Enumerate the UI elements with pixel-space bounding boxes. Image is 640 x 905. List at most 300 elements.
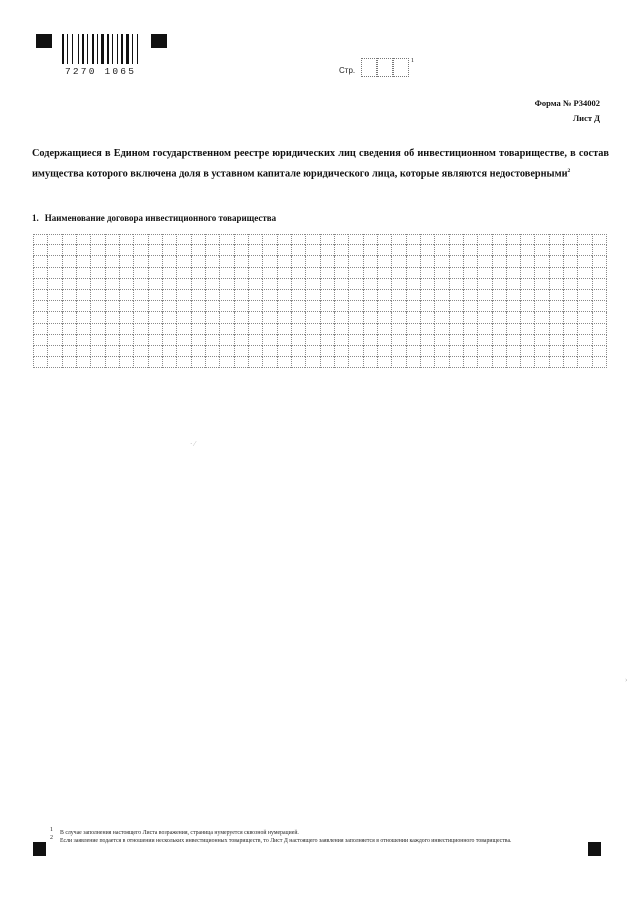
grid-cell[interactable] — [334, 335, 348, 346]
grid-cell[interactable] — [47, 279, 61, 290]
grid-cell[interactable] — [434, 268, 448, 279]
grid-cell[interactable] — [334, 279, 348, 290]
grid-cell[interactable] — [76, 335, 90, 346]
grid-cell[interactable] — [47, 346, 61, 357]
grid-cell[interactable] — [449, 346, 463, 357]
grid-cell[interactable] — [434, 301, 448, 312]
grid-cell[interactable] — [534, 346, 548, 357]
grid-cell[interactable] — [391, 335, 405, 346]
grid-cell[interactable] — [105, 301, 119, 312]
grid-cell[interactable] — [191, 357, 205, 368]
grid-cell[interactable] — [320, 279, 334, 290]
grid-cell[interactable] — [162, 234, 176, 245]
grid-cell[interactable] — [348, 357, 362, 368]
grid-cell[interactable] — [33, 312, 47, 323]
grid-cell[interactable] — [506, 301, 520, 312]
grid-cell[interactable] — [563, 234, 577, 245]
grid-cell[interactable] — [291, 312, 305, 323]
grid-cell[interactable] — [377, 268, 391, 279]
grid-cell[interactable] — [162, 335, 176, 346]
grid-cell[interactable] — [348, 346, 362, 357]
grid-cell[interactable] — [463, 312, 477, 323]
grid-cell[interactable] — [277, 256, 291, 267]
grid-cell[interactable] — [391, 290, 405, 301]
grid-cell[interactable] — [492, 335, 506, 346]
grid-cell[interactable] — [76, 357, 90, 368]
grid-cell[interactable] — [305, 335, 319, 346]
grid-cell[interactable] — [377, 245, 391, 256]
grid-cell[interactable] — [176, 234, 190, 245]
grid-cell[interactable] — [148, 301, 162, 312]
grid-cell[interactable] — [191, 346, 205, 357]
contract-name-input-grid[interactable] — [33, 234, 607, 369]
grid-cell[interactable] — [262, 346, 276, 357]
grid-cell[interactable] — [219, 290, 233, 301]
grid-cell[interactable] — [234, 290, 248, 301]
grid-cell[interactable] — [406, 290, 420, 301]
grid-cell[interactable] — [592, 335, 607, 346]
grid-cell[interactable] — [148, 245, 162, 256]
grid-cell[interactable] — [305, 357, 319, 368]
grid-cell[interactable] — [119, 245, 133, 256]
grid-cell[interactable] — [363, 335, 377, 346]
grid-cell[interactable] — [463, 301, 477, 312]
grid-cell[interactable] — [592, 290, 607, 301]
grid-cell[interactable] — [520, 245, 534, 256]
grid-cell[interactable] — [506, 357, 520, 368]
grid-cell[interactable] — [492, 346, 506, 357]
grid-cell[interactable] — [205, 357, 219, 368]
grid-cell[interactable] — [119, 324, 133, 335]
grid-cell[interactable] — [363, 346, 377, 357]
grid-cell[interactable] — [363, 357, 377, 368]
grid-cell[interactable] — [506, 290, 520, 301]
grid-cell[interactable] — [520, 268, 534, 279]
grid-cell[interactable] — [248, 290, 262, 301]
grid-cell[interactable] — [105, 357, 119, 368]
grid-cell[interactable] — [162, 290, 176, 301]
grid-cell[interactable] — [262, 279, 276, 290]
grid-cell[interactable] — [291, 357, 305, 368]
grid-cell[interactable] — [549, 290, 563, 301]
grid-cell[interactable] — [420, 256, 434, 267]
grid-cell[interactable] — [463, 324, 477, 335]
grid-cell[interactable] — [133, 256, 147, 267]
grid-cell[interactable] — [520, 256, 534, 267]
grid-cell[interactable] — [162, 357, 176, 368]
grid-cell[interactable] — [62, 301, 76, 312]
grid-cell[interactable] — [119, 256, 133, 267]
grid-cell[interactable] — [534, 279, 548, 290]
grid-cell[interactable] — [406, 301, 420, 312]
grid-cell[interactable] — [534, 335, 548, 346]
grid-cell[interactable] — [291, 346, 305, 357]
grid-cell[interactable] — [363, 268, 377, 279]
grid-cell[interactable] — [592, 324, 607, 335]
grid-cell[interactable] — [291, 234, 305, 245]
grid-cell[interactable] — [549, 335, 563, 346]
grid-cell[interactable] — [348, 234, 362, 245]
grid-cell[interactable] — [520, 234, 534, 245]
grid-cell[interactable] — [477, 357, 491, 368]
grid-cell[interactable] — [592, 279, 607, 290]
grid-cell[interactable] — [377, 290, 391, 301]
grid-cell[interactable] — [291, 324, 305, 335]
grid-cell[interactable] — [320, 290, 334, 301]
grid-cell[interactable] — [420, 279, 434, 290]
grid-cell[interactable] — [520, 357, 534, 368]
grid-cell[interactable] — [549, 268, 563, 279]
grid-cell[interactable] — [133, 268, 147, 279]
grid-cell[interactable] — [420, 346, 434, 357]
grid-cell[interactable] — [592, 312, 607, 323]
grid-cell[interactable] — [434, 312, 448, 323]
grid-cell[interactable] — [176, 324, 190, 335]
grid-cell[interactable] — [33, 346, 47, 357]
grid-cell[interactable] — [463, 256, 477, 267]
grid-cell[interactable] — [305, 279, 319, 290]
grid-cell[interactable] — [105, 279, 119, 290]
grid-cell[interactable] — [377, 357, 391, 368]
grid-cell[interactable] — [191, 301, 205, 312]
grid-cell[interactable] — [492, 279, 506, 290]
grid-cell[interactable] — [148, 335, 162, 346]
grid-cell[interactable] — [148, 256, 162, 267]
grid-cell[interactable] — [320, 335, 334, 346]
grid-cell[interactable] — [248, 256, 262, 267]
grid-cell[interactable] — [90, 301, 104, 312]
grid-cell[interactable] — [191, 234, 205, 245]
grid-cell[interactable] — [133, 335, 147, 346]
grid-cell[interactable] — [234, 357, 248, 368]
grid-cell[interactable] — [348, 324, 362, 335]
grid-cell[interactable] — [62, 256, 76, 267]
grid-cell[interactable] — [162, 268, 176, 279]
grid-cell[interactable] — [320, 268, 334, 279]
grid-cell[interactable] — [90, 279, 104, 290]
grid-cell[interactable] — [248, 335, 262, 346]
grid-cell[interactable] — [176, 256, 190, 267]
grid-cell[interactable] — [363, 312, 377, 323]
grid-cell[interactable] — [520, 290, 534, 301]
grid-cell[interactable] — [47, 268, 61, 279]
grid-cell[interactable] — [205, 324, 219, 335]
grid-cell[interactable] — [205, 312, 219, 323]
grid-cell[interactable] — [162, 312, 176, 323]
grid-cell[interactable] — [391, 268, 405, 279]
page-number-cell[interactable] — [377, 58, 393, 77]
grid-cell[interactable] — [377, 279, 391, 290]
grid-cell[interactable] — [449, 245, 463, 256]
grid-cell[interactable] — [219, 279, 233, 290]
grid-cell[interactable] — [62, 335, 76, 346]
grid-cell[interactable] — [105, 346, 119, 357]
grid-cell[interactable] — [391, 301, 405, 312]
grid-cell[interactable] — [534, 245, 548, 256]
grid-cell[interactable] — [563, 312, 577, 323]
grid-cell[interactable] — [219, 256, 233, 267]
grid-cell[interactable] — [420, 268, 434, 279]
grid-cell[interactable] — [90, 268, 104, 279]
grid-cell[interactable] — [406, 312, 420, 323]
grid-cell[interactable] — [76, 324, 90, 335]
grid-cell[interactable] — [234, 256, 248, 267]
grid-cell[interactable] — [549, 279, 563, 290]
grid-cell[interactable] — [549, 312, 563, 323]
grid-cell[interactable] — [176, 245, 190, 256]
grid-cell[interactable] — [277, 245, 291, 256]
grid-cell[interactable] — [191, 324, 205, 335]
grid-cell[interactable] — [549, 234, 563, 245]
grid-cell[interactable] — [577, 301, 591, 312]
grid-cell[interactable] — [76, 301, 90, 312]
grid-cell[interactable] — [148, 312, 162, 323]
grid-cell[interactable] — [105, 290, 119, 301]
grid-cell[interactable] — [133, 279, 147, 290]
grid-cell[interactable] — [76, 268, 90, 279]
grid-cell[interactable] — [205, 234, 219, 245]
grid-cell[interactable] — [563, 335, 577, 346]
grid-cell[interactable] — [549, 324, 563, 335]
grid-cell[interactable] — [33, 234, 47, 245]
grid-cell[interactable] — [33, 279, 47, 290]
grid-cell[interactable] — [162, 301, 176, 312]
grid-cell[interactable] — [33, 256, 47, 267]
grid-cell[interactable] — [434, 245, 448, 256]
grid-cell[interactable] — [277, 290, 291, 301]
grid-cell[interactable] — [320, 346, 334, 357]
grid-cell[interactable] — [320, 256, 334, 267]
grid-cell[interactable] — [33, 357, 47, 368]
grid-cell[interactable] — [477, 324, 491, 335]
grid-cell[interactable] — [320, 357, 334, 368]
grid-cell[interactable] — [305, 324, 319, 335]
grid-cell[interactable] — [305, 256, 319, 267]
grid-cell[interactable] — [391, 324, 405, 335]
grid-cell[interactable] — [377, 324, 391, 335]
grid-cell[interactable] — [320, 245, 334, 256]
grid-cell[interactable] — [62, 268, 76, 279]
grid-cell[interactable] — [334, 245, 348, 256]
grid-cell[interactable] — [534, 268, 548, 279]
grid-cell[interactable] — [420, 234, 434, 245]
grid-cell[interactable] — [348, 279, 362, 290]
grid-cell[interactable] — [577, 312, 591, 323]
grid-cell[interactable] — [277, 234, 291, 245]
grid-cell[interactable] — [105, 312, 119, 323]
grid-cell[interactable] — [119, 234, 133, 245]
grid-cell[interactable] — [248, 279, 262, 290]
grid-cell[interactable] — [320, 324, 334, 335]
grid-cell[interactable] — [176, 346, 190, 357]
grid-cell[interactable] — [291, 290, 305, 301]
grid-cell[interactable] — [234, 301, 248, 312]
grid-cell[interactable] — [363, 290, 377, 301]
grid-cell[interactable] — [563, 290, 577, 301]
grid-cell[interactable] — [33, 335, 47, 346]
grid-cell[interactable] — [420, 301, 434, 312]
grid-cell[interactable] — [320, 301, 334, 312]
grid-cell[interactable] — [162, 279, 176, 290]
grid-cell[interactable] — [62, 245, 76, 256]
grid-cell[interactable] — [62, 346, 76, 357]
grid-cell[interactable] — [162, 346, 176, 357]
grid-cell[interactable] — [176, 268, 190, 279]
grid-cell[interactable] — [320, 234, 334, 245]
grid-cell[interactable] — [262, 268, 276, 279]
grid-cell[interactable] — [577, 256, 591, 267]
grid-cell[interactable] — [148, 268, 162, 279]
grid-cell[interactable] — [76, 346, 90, 357]
grid-cell[interactable] — [90, 312, 104, 323]
grid-cell[interactable] — [47, 324, 61, 335]
grid-cell[interactable] — [219, 301, 233, 312]
grid-cell[interactable] — [33, 245, 47, 256]
grid-cell[interactable] — [492, 256, 506, 267]
grid-cell[interactable] — [76, 256, 90, 267]
grid-cell[interactable] — [47, 301, 61, 312]
grid-cell[interactable] — [133, 234, 147, 245]
grid-cell[interactable] — [248, 268, 262, 279]
grid-cell[interactable] — [234, 324, 248, 335]
grid-cell[interactable] — [248, 346, 262, 357]
grid-cell[interactable] — [506, 346, 520, 357]
grid-cell[interactable] — [305, 312, 319, 323]
grid-cell[interactable] — [90, 290, 104, 301]
grid-cell[interactable] — [563, 256, 577, 267]
grid-cell[interactable] — [577, 335, 591, 346]
grid-cell[interactable] — [176, 312, 190, 323]
grid-cell[interactable] — [162, 256, 176, 267]
grid-cell[interactable] — [592, 245, 607, 256]
grid-cell[interactable] — [219, 268, 233, 279]
grid-cell[interactable] — [205, 301, 219, 312]
grid-cell[interactable] — [477, 346, 491, 357]
grid-cell[interactable] — [234, 335, 248, 346]
grid-cell[interactable] — [148, 346, 162, 357]
grid-cell[interactable] — [119, 357, 133, 368]
grid-cell[interactable] — [90, 346, 104, 357]
grid-cell[interactable] — [133, 346, 147, 357]
grid-cell[interactable] — [492, 357, 506, 368]
grid-cell[interactable] — [105, 268, 119, 279]
grid-cell[interactable] — [191, 279, 205, 290]
grid-cell[interactable] — [406, 245, 420, 256]
grid-cell[interactable] — [105, 324, 119, 335]
grid-cell[interactable] — [248, 245, 262, 256]
grid-cell[interactable] — [391, 346, 405, 357]
grid-cell[interactable] — [377, 234, 391, 245]
grid-cell[interactable] — [463, 357, 477, 368]
grid-cell[interactable] — [534, 234, 548, 245]
grid-cell[interactable] — [334, 290, 348, 301]
grid-cell[interactable] — [406, 256, 420, 267]
grid-cell[interactable] — [348, 245, 362, 256]
grid-cell[interactable] — [234, 312, 248, 323]
grid-cell[interactable] — [277, 357, 291, 368]
grid-cell[interactable] — [406, 324, 420, 335]
grid-cell[interactable] — [534, 301, 548, 312]
grid-cell[interactable] — [348, 268, 362, 279]
grid-cell[interactable] — [277, 279, 291, 290]
grid-cell[interactable] — [248, 312, 262, 323]
grid-cell[interactable] — [248, 357, 262, 368]
grid-cell[interactable] — [434, 346, 448, 357]
grid-cell[interactable] — [549, 301, 563, 312]
grid-cell[interactable] — [363, 234, 377, 245]
grid-cell[interactable] — [119, 290, 133, 301]
grid-cell[interactable] — [119, 335, 133, 346]
grid-cell[interactable] — [449, 290, 463, 301]
grid-cell[interactable] — [520, 301, 534, 312]
grid-cell[interactable] — [477, 256, 491, 267]
grid-cell[interactable] — [577, 279, 591, 290]
grid-cell[interactable] — [205, 335, 219, 346]
grid-cell[interactable] — [76, 234, 90, 245]
grid-cell[interactable] — [47, 335, 61, 346]
grid-cell[interactable] — [449, 256, 463, 267]
page-number-cell[interactable] — [361, 58, 377, 77]
grid-cell[interactable] — [449, 279, 463, 290]
grid-cell[interactable] — [506, 256, 520, 267]
grid-cell[interactable] — [334, 312, 348, 323]
grid-cell[interactable] — [477, 312, 491, 323]
grid-cell[interactable] — [463, 335, 477, 346]
grid-cell[interactable] — [563, 346, 577, 357]
grid-cell[interactable] — [506, 335, 520, 346]
grid-cell[interactable] — [305, 346, 319, 357]
grid-cell[interactable] — [334, 357, 348, 368]
grid-cell[interactable] — [520, 324, 534, 335]
grid-cell[interactable] — [234, 346, 248, 357]
grid-cell[interactable] — [391, 279, 405, 290]
grid-cell[interactable] — [334, 268, 348, 279]
grid-cell[interactable] — [506, 324, 520, 335]
grid-cell[interactable] — [520, 335, 534, 346]
grid-cell[interactable] — [76, 279, 90, 290]
grid-cell[interactable] — [277, 268, 291, 279]
grid-cell[interactable] — [133, 301, 147, 312]
grid-cell[interactable] — [449, 357, 463, 368]
grid-cell[interactable] — [248, 234, 262, 245]
grid-cell[interactable] — [592, 234, 607, 245]
grid-cell[interactable] — [133, 357, 147, 368]
grid-cell[interactable] — [363, 324, 377, 335]
grid-cell[interactable] — [205, 256, 219, 267]
grid-cell[interactable] — [90, 357, 104, 368]
grid-cell[interactable] — [205, 245, 219, 256]
grid-cell[interactable] — [592, 256, 607, 267]
grid-cell[interactable] — [592, 268, 607, 279]
grid-cell[interactable] — [348, 301, 362, 312]
grid-cell[interactable] — [563, 301, 577, 312]
grid-cell[interactable] — [449, 324, 463, 335]
grid-cell[interactable] — [234, 268, 248, 279]
grid-cell[interactable] — [391, 245, 405, 256]
grid-cell[interactable] — [62, 324, 76, 335]
grid-cell[interactable] — [420, 245, 434, 256]
grid-cell[interactable] — [506, 245, 520, 256]
grid-cell[interactable] — [563, 268, 577, 279]
grid-cell[interactable] — [291, 335, 305, 346]
grid-cell[interactable] — [520, 279, 534, 290]
grid-cell[interactable] — [291, 256, 305, 267]
grid-cell[interactable] — [191, 290, 205, 301]
grid-cell[interactable] — [434, 256, 448, 267]
grid-cell[interactable] — [119, 346, 133, 357]
grid-cell[interactable] — [262, 234, 276, 245]
grid-cell[interactable] — [449, 268, 463, 279]
